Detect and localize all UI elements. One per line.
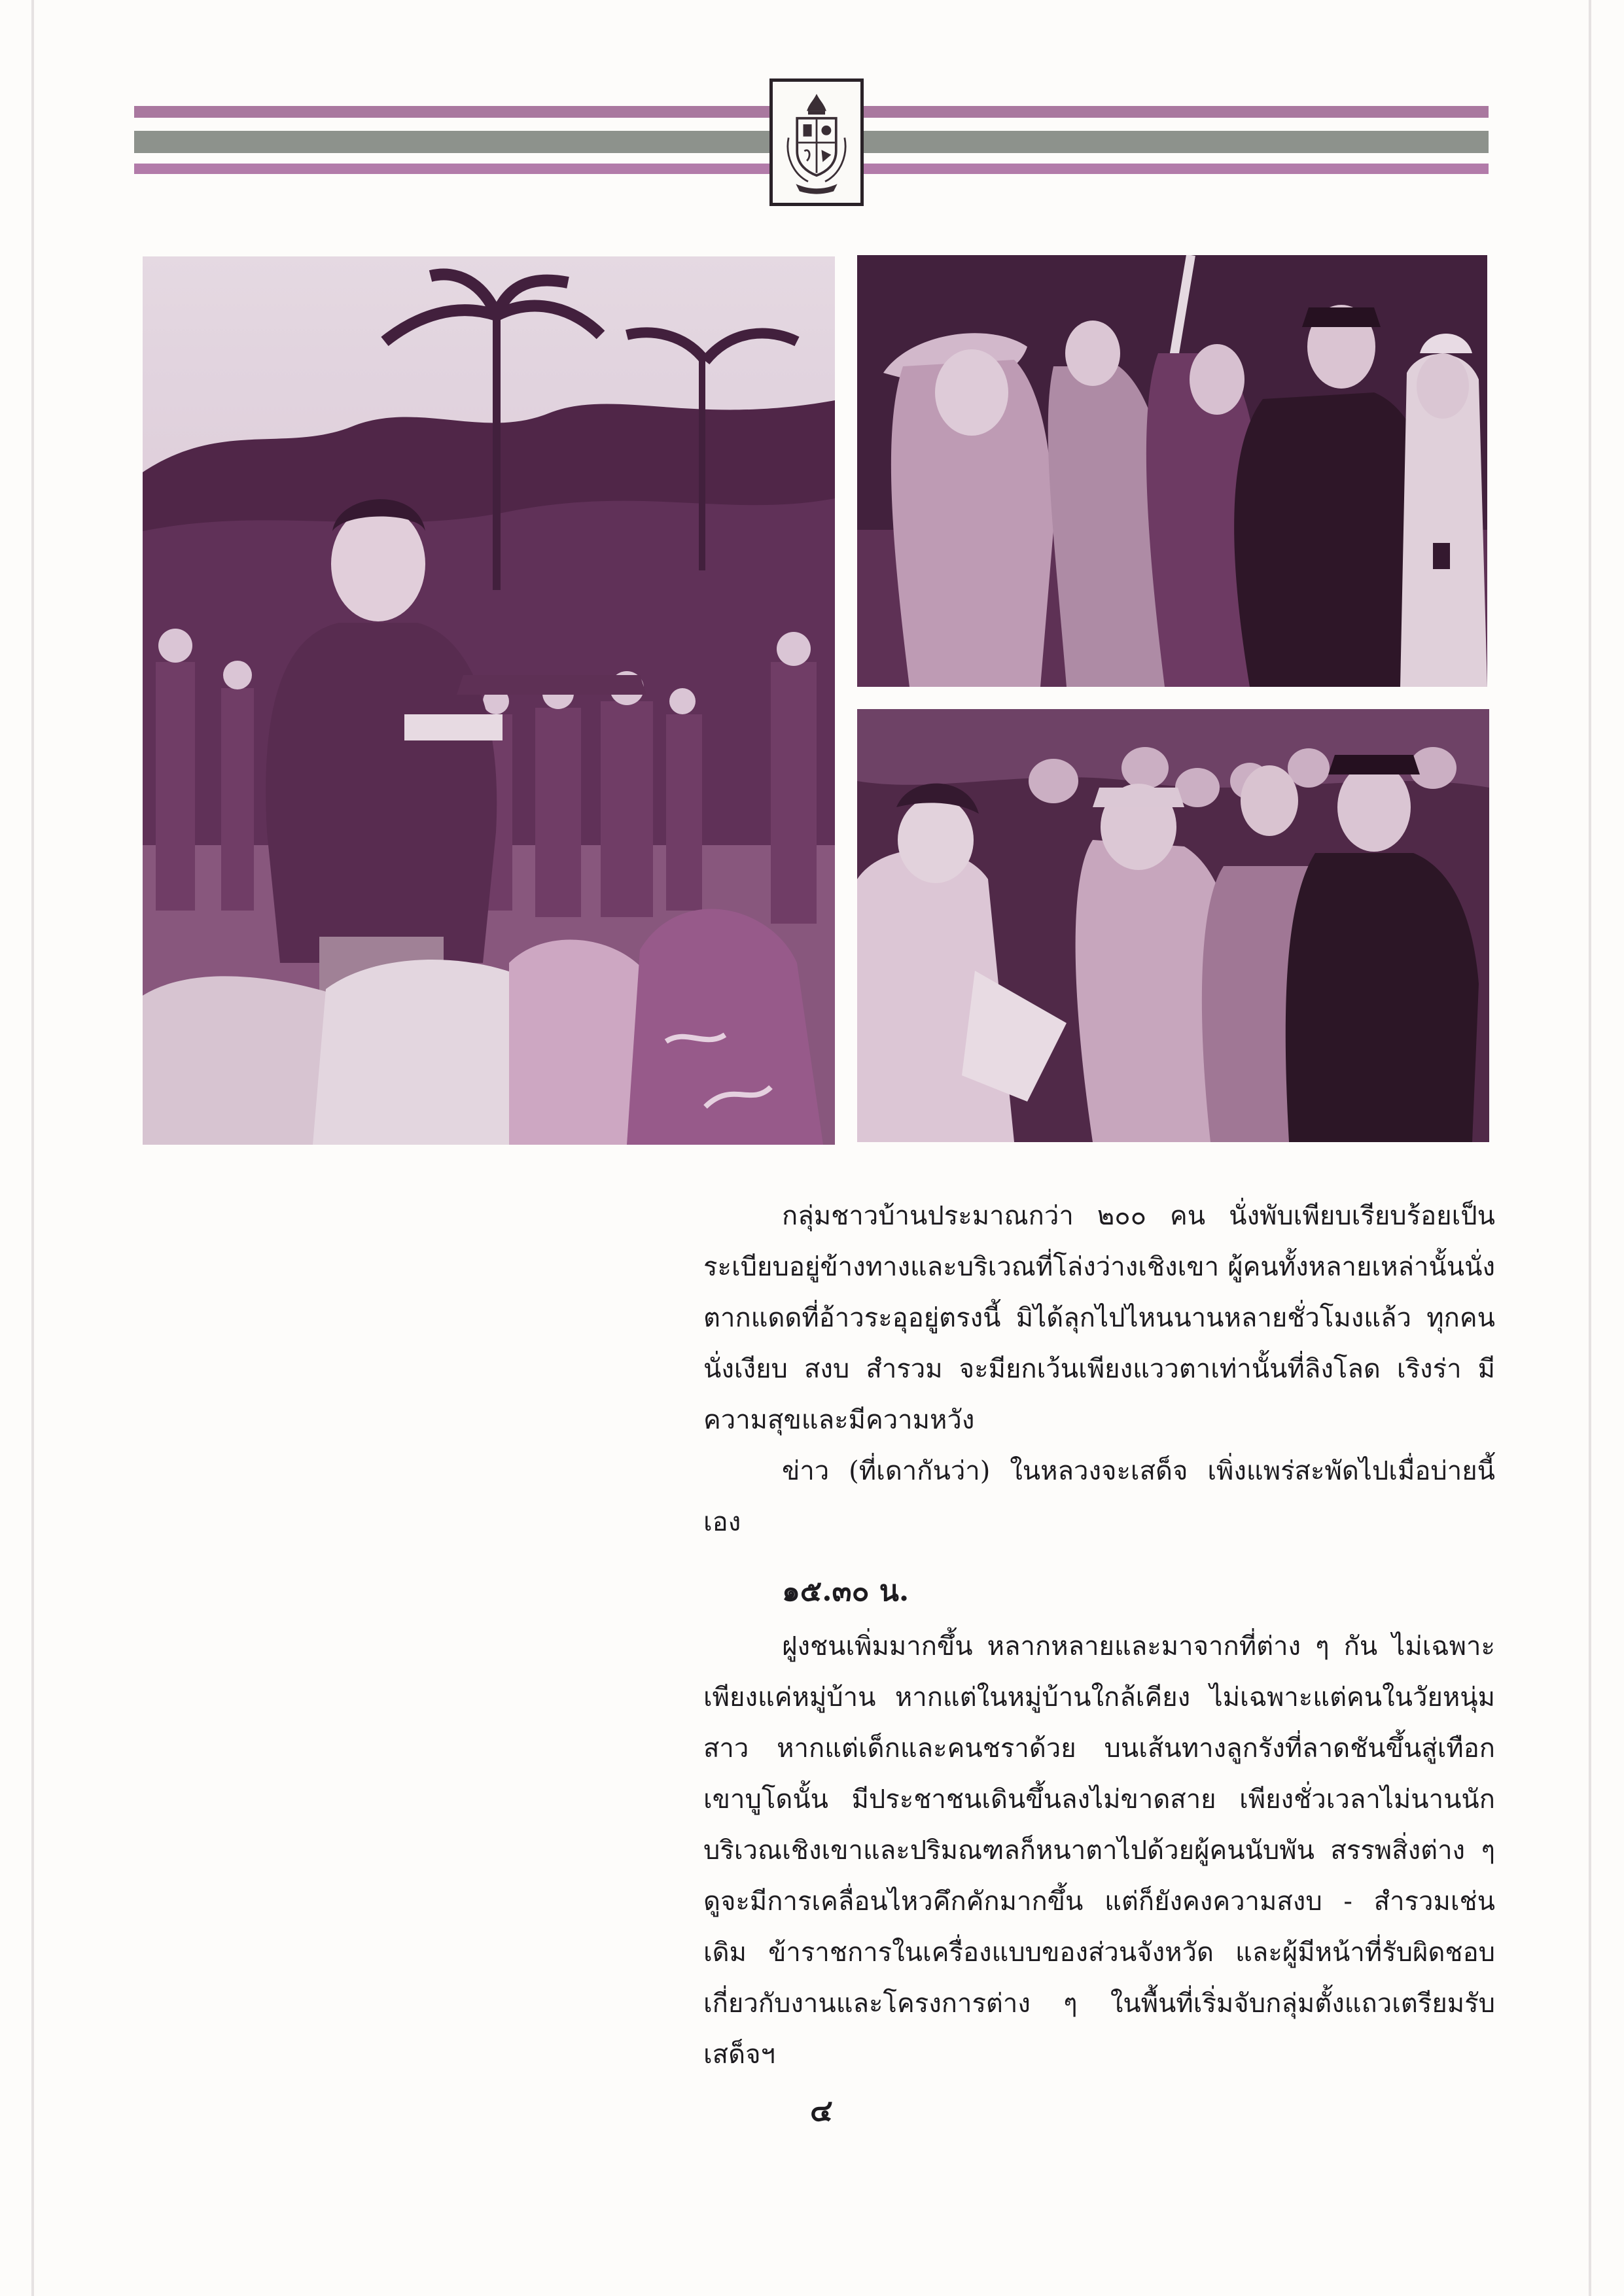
article-paragraph: ข่าว (ที่เดากันว่า) ในหลวงจะเสด็จ เพิ่งแพร่สะพัดไปเมื่อบ่ายนี้เอง — [703, 1456, 1495, 1537]
article-paragraph: กลุ่มชาวบ้านประมาณกว่า ๒๐๐ คน นั่งพับเพียบเรียบร้อยเป็นระเบียบอยู่ข้างทางและบริเวณที่โล่งว่างเชิงเขา ผู้คนทั้งหลายเหล่านั้นนั่งตากแดดที่อ้าวระอุอยู่ตรงนี้ มิได้ลุกไปไหนนานหลายชั่วโมงแล้ว ทุกคนนั่งเงียบ สงบ สำรวม จะมียกเว้นเพียงแววตาเท่านั้นที่ลิงโลด เริงร่า มีความสุขและมีความหวัง — [703, 1201, 1495, 1435]
time-heading: ๑๕.๓๐ น. — [782, 1574, 909, 1608]
photo-officials-in-rain — [857, 255, 1487, 687]
page-edge-right — [1589, 0, 1591, 2296]
photo-official-addressing-crowd — [143, 256, 835, 1145]
page-edge-left — [31, 0, 34, 2296]
photo-officials-walking — [857, 709, 1489, 1142]
article-paragraph: ฝูงชนเพิ่มมากขึ้น หลากหลายและมาจากที่ต่าง ๆ กัน ไม่เฉพาะเพียงแค่หมู่บ้าน หากแต่ในหมู่บ้านใกล้เคียง ไม่เฉพาะแต่คนในวัยหนุ่มสาว หากแต่เด็กและคนชราด้วย บนเส้นทางลูกรังที่ลาดชันขึ้นสู่เทือกเขาบูโดนั้น มีประชาชนเดินขึ้นลงไม่ขาดสาย เพียงชั่วเวลาไม่นานนัก บริเวณเชิงเขาและปริมณฑลก็หนาตาไปด้วยผู้คนนับพัน สรรพสิ่งต่าง ๆ ดูจะมีการเคลื่อนไหวคึกคักมากขึ้น แต่ก็ยังคงความสงบ - สำรวมเช่นเดิม ข้าราชการในเครื่องแบบของส่วนจังหวัด และผู้มีหน้าที่รับผิดชอบเกี่ยวกับงานและโครงการต่าง ๆ ในพื้นที่เริ่มจับกลุ่มตั้งแถวเตรียมรับเสด็จฯ — [703, 1631, 1495, 2070]
royal-emblem-icon — [769, 78, 864, 206]
article-text — [703, 1191, 1495, 2080]
page-number: ๔ — [810, 2093, 833, 2128]
